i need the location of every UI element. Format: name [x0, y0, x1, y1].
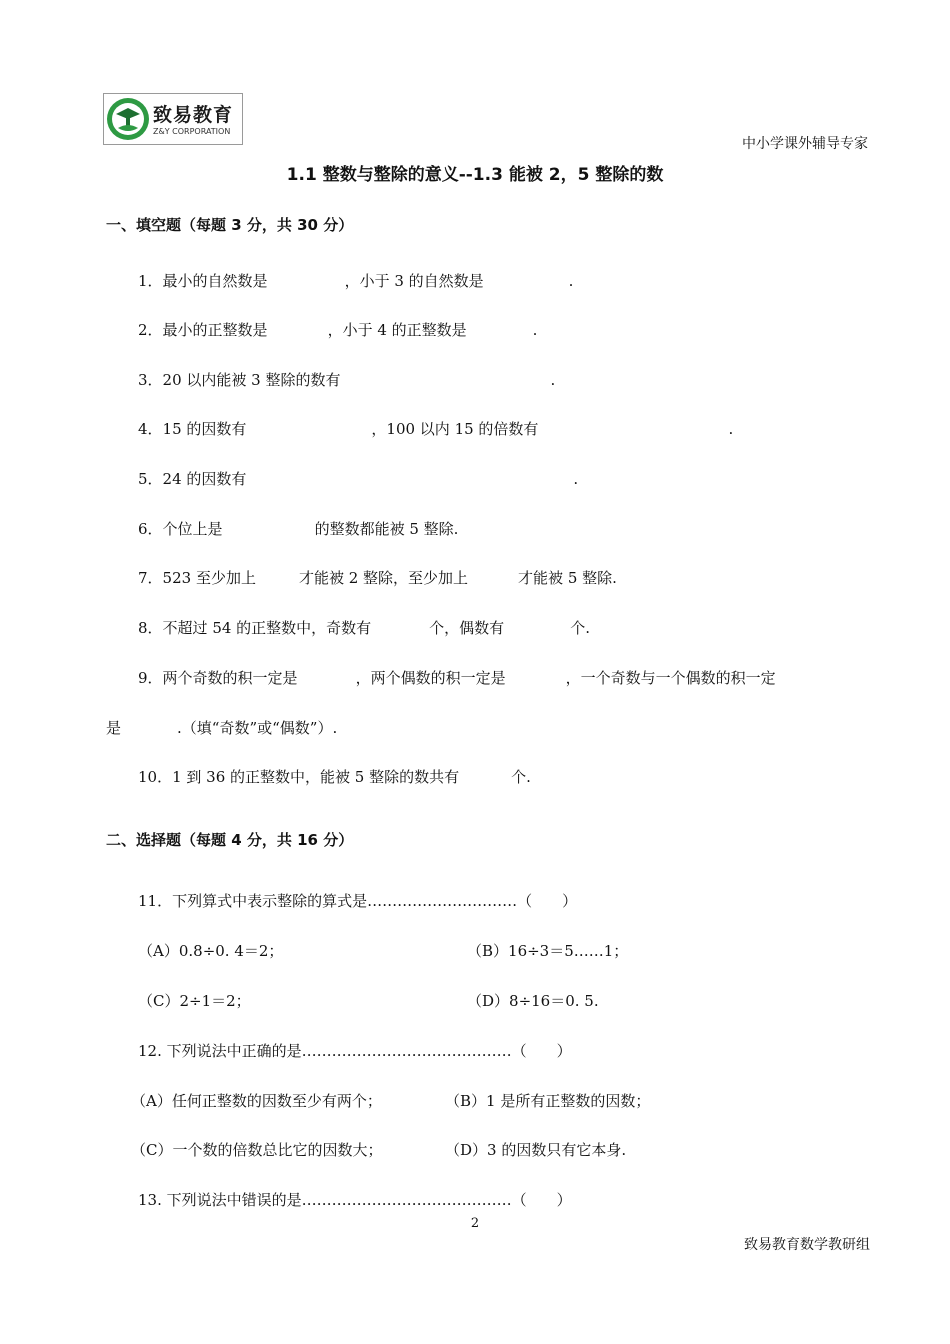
q1-text-b: ，小于 3 的自然数是 [344, 272, 484, 290]
document-title: 1.1 整数与整除的意义--1.3 能被 2，5 整除的数 [286, 165, 664, 185]
question-2 [138, 319, 537, 340]
q4-text-a: 15 的因数有 [162, 420, 247, 438]
q5-text-a: 24 的因数有 [162, 470, 247, 488]
question-3 [138, 369, 555, 390]
q4-number: 4． [138, 420, 163, 438]
q5-number: 5． [138, 470, 163, 488]
q2-text-a: 最小的正整数是 [162, 321, 268, 339]
question-1 [138, 270, 573, 291]
logo-emblem-icon [106, 96, 150, 142]
q2-text-end: . [532, 321, 538, 339]
question-4 [138, 418, 733, 439]
q10-text-b: 个. [511, 768, 531, 786]
question-9 [138, 667, 776, 688]
q11-option-d: （D）8÷16＝0. 5. [467, 992, 599, 1010]
q12-option-b: （B）1 是所有正整数的因数； [445, 1092, 651, 1110]
q9-text-c: ，一个奇数与一个偶数的积一定 [565, 669, 776, 687]
q10-number: 10． [138, 768, 173, 786]
q2-text-b: ，小于 4 的正整数是 [327, 321, 467, 339]
q7-number: 7． [138, 569, 163, 587]
q10-text-a: 1 到 36 的正整数中，能被 5 整除的数共有 [172, 768, 460, 786]
q9-number: 9． [138, 669, 163, 687]
q1-text-end: . [568, 272, 574, 290]
question-8 [138, 617, 590, 638]
question-5 [138, 468, 578, 489]
q1-number: 1． [138, 272, 163, 290]
q6-text-b: 的整数都能被 5 整除. [314, 520, 459, 538]
question-10 [138, 766, 531, 787]
q6-text-a: 个位上是 [162, 520, 223, 538]
footer-organization: 致易教育数学教研组 [744, 1237, 870, 1253]
q12-option-c: （C）一个数的倍数总比它的因数大； [131, 1141, 383, 1159]
q3-number: 3． [138, 371, 163, 389]
question-7 [138, 567, 617, 588]
q9-text-b: ，两个偶数的积一定是 [355, 669, 506, 687]
q12-option-d: （D）3 的因数只有它本身. [445, 1141, 627, 1159]
q8-text-a: 不超过 54 的正整数中，奇数有 [162, 619, 372, 637]
q11-option-a: （A）0.8÷0. 4＝2； [138, 942, 284, 960]
q12-option-a: （A）任何正整数的因数至少有两个； [131, 1092, 382, 1110]
q9-text-d: 是 [106, 719, 122, 737]
q7-text-b: 才能被 2 整除，至少加上 [298, 569, 469, 587]
q3-text-a: 20 以内能被 3 整除的数有 [162, 371, 341, 389]
q9-text-e: .（填“奇数”或“偶数”）. [177, 719, 338, 737]
q11-option-c: （C）2÷1＝2； [138, 992, 251, 1010]
q1-text-a: 最小的自然数是 [162, 272, 268, 290]
section1-heading: 一、填空题（每题 3 分，共 30 分） [106, 216, 354, 234]
header-tagline: 中小学课外辅导专家 [742, 136, 868, 152]
q7-text-a: 523 至少加上 [162, 569, 256, 587]
q8-number: 8． [138, 619, 163, 637]
q6-number: 6． [138, 520, 163, 538]
question-9-continued [106, 717, 337, 738]
q8-text-b: 个，偶数有 [429, 619, 505, 637]
page-number: 2 [470, 1216, 480, 1231]
q7-text-c: 才能被 5 整除. [518, 569, 617, 587]
question-13-stem: 13. 下列说法中错误的是……………………………………（ ） [138, 1191, 572, 1209]
logo-english-text: Z&Y CORPORATION [153, 127, 231, 136]
q4-text-b: ，100 以内 15 的倍数有 [371, 420, 539, 438]
q9-text-a: 两个奇数的积一定是 [162, 669, 298, 687]
question-12-stem: 12. 下列说法中正确的是……………………………………（ ） [138, 1042, 572, 1060]
q4-text-end: . [728, 420, 734, 438]
q11-option-b: （B）16÷3＝5……1； [467, 942, 629, 960]
logo-chinese-text: 致易教育 [153, 104, 234, 126]
section2-heading: 二、选择题（每题 4 分，共 16 分） [106, 831, 354, 849]
company-logo [103, 93, 243, 145]
q8-text-c: 个. [570, 619, 590, 637]
q3-text-end: . [550, 371, 556, 389]
q2-number: 2． [138, 321, 163, 339]
q5-text-end: . [573, 470, 579, 488]
question-11-stem: 11．下列算式中表示整除的算式是…………………………（ ） [138, 892, 578, 910]
question-6 [138, 518, 458, 539]
